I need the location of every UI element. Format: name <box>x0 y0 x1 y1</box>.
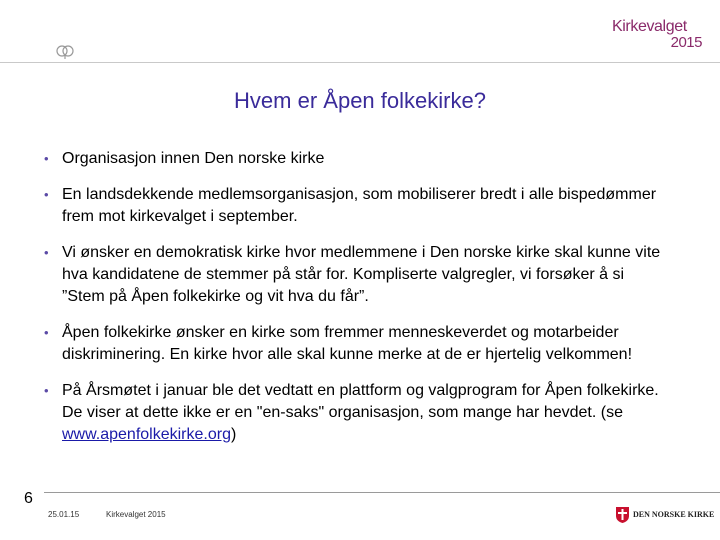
kirkevalget-logo <box>612 16 704 52</box>
header-divider <box>0 62 720 63</box>
small-logo-icon <box>55 44 75 60</box>
church-name: DEN NORSKE KIRKE <box>633 510 715 519</box>
bullet-icon: • <box>44 151 49 166</box>
bullet-icon: • <box>44 187 49 202</box>
bullet-icon: • <box>44 245 49 260</box>
brand-line1: Kirkevalget <box>612 18 687 35</box>
list-item: • Vi ønsker en demokratisk kirke hvor medlemmene i Den norske kirke skal kunne vite hva kandidatene de stemmer på står for. Kompliserte valgregler, vi forsøker å si ”Stem på Åpen folkekirke og vit hva du får”. <box>44 244 661 305</box>
footer-divider <box>44 492 720 493</box>
slide-title: Hvem er Åpen folkekirke? <box>234 88 486 113</box>
list-item: • En landsdekkende medlemsorganisasjon, som mobiliserer bredt i alle bispedømmer frem mot kirkevalget i september. <box>44 186 657 225</box>
church-logo <box>616 505 715 525</box>
brand-line2: 2015 <box>670 34 702 51</box>
bullet-icon: • <box>44 383 49 398</box>
list-item: • Åpen folkekirke ønsker en kirke som fremmer menneskeverdet og motarbeider diskriminering. En kirke hvor alle skal kunne merke at de er hjertelig velkommen! <box>44 324 633 363</box>
slide-number: 6 <box>24 490 33 507</box>
footer-name: Kirkevalget 2015 <box>106 510 166 519</box>
list-item: • På Årsmøtet i januar ble det vedtatt en plattform og valgprogram for Åpen folkekirke. De viser at dette ikke er en "en-saks" organisasjon, som mange har hevdet. (se www.apenfolkekirke.org) <box>44 382 659 443</box>
bullet-icon: • <box>44 325 49 340</box>
website-link[interactable]: www.apenfolkekirke.org <box>62 426 231 443</box>
list-item: • Organisasjon innen Den norske kirke <box>44 148 664 170</box>
bullet-list <box>44 148 664 460</box>
church-shield-icon <box>616 507 629 523</box>
footer-date: 25.01.15 <box>48 510 80 519</box>
